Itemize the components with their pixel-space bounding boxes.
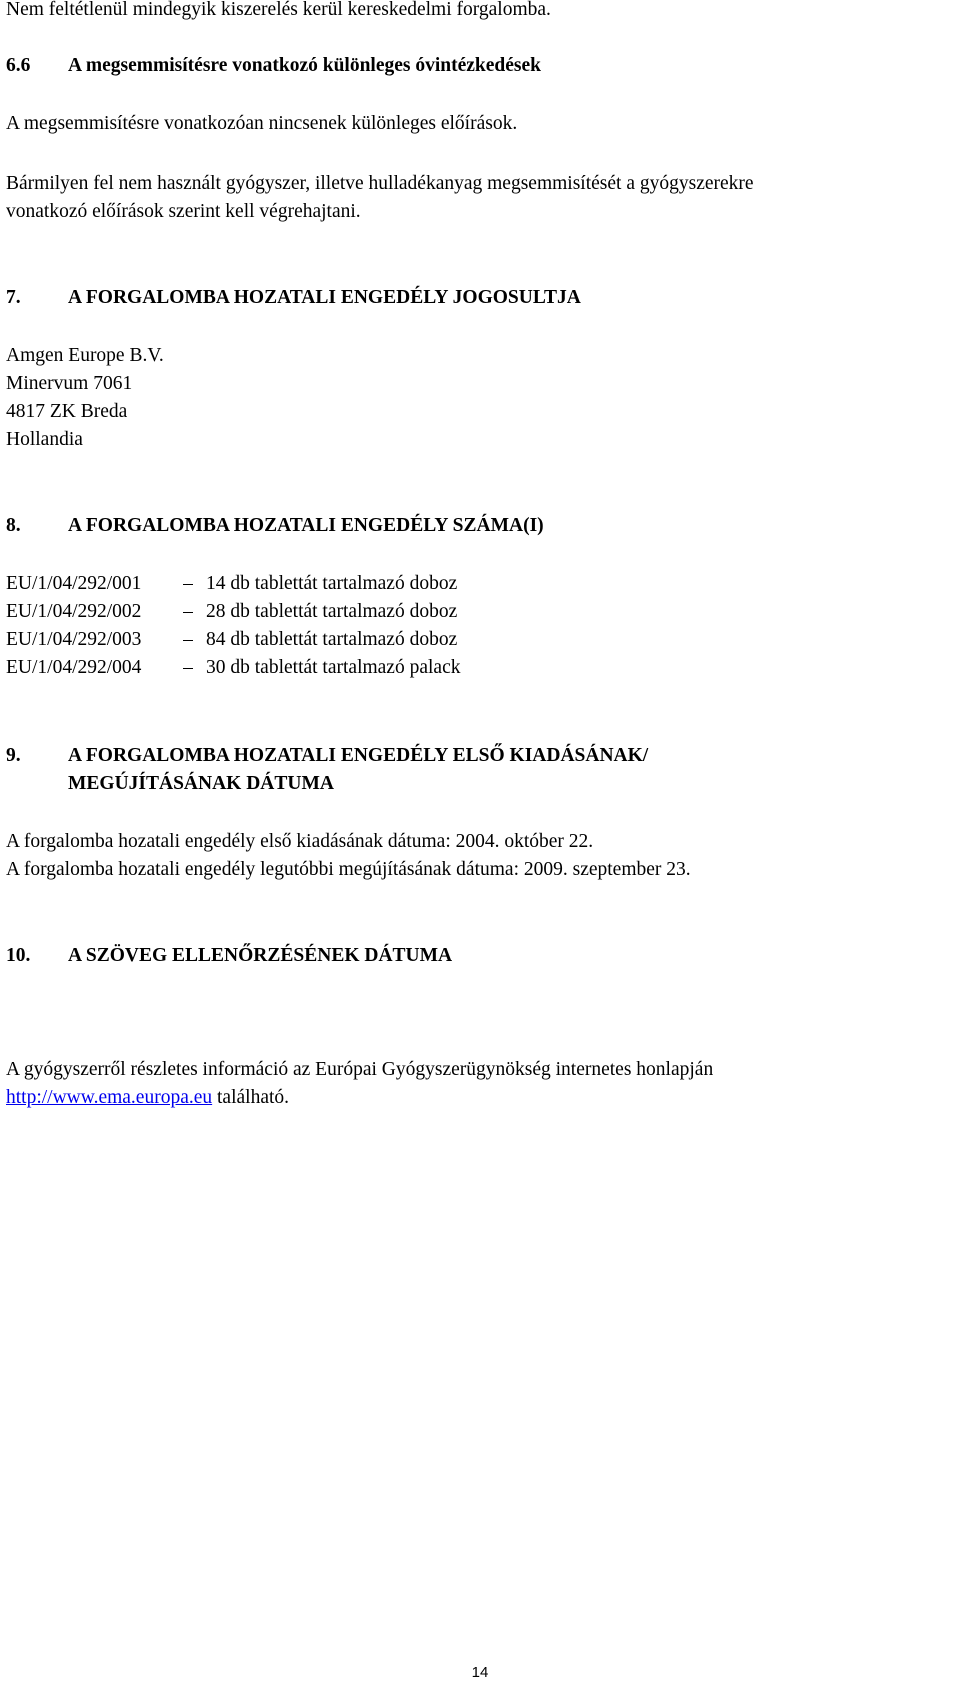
section-heading-9-line-2: MEGÚJÍTÁSÁNAK DÁTUMA xyxy=(68,773,334,794)
section-number-6-6: 6.6 xyxy=(6,55,31,76)
authorisation-row xyxy=(6,626,457,654)
paragraph-disposal-line-2: vonatkozó előírások szerint kell végrehajtani. xyxy=(6,201,361,222)
address-line: Amgen Europe B.V. xyxy=(6,345,164,366)
section-number-8: 8. xyxy=(6,515,21,536)
address-line: 4817 ZK Breda xyxy=(6,401,128,422)
authorisation-row xyxy=(6,570,457,598)
dash: – xyxy=(183,657,193,678)
section-heading-6-6: A megsemmisítésre vonatkozó különleges óvintézkedések xyxy=(68,55,542,76)
section-heading-9-line-1: A FORGALOMBA HOZATALI ENGEDÉLY ELSŐ KIADÁSÁNAK/ xyxy=(68,745,649,766)
authorisation-row xyxy=(6,598,457,626)
info-line-2 xyxy=(6,1084,289,1112)
pack-description: 14 db tablettát tartalmazó doboz xyxy=(206,573,458,594)
section-heading-8: A FORGALOMBA HOZATALI ENGEDÉLY SZÁMA(I) xyxy=(68,515,544,536)
section-heading-10: A SZÖVEG ELLENŐRZÉSÉNEK DÁTUMA xyxy=(68,945,453,966)
authorisation-code: EU/1/04/292/001 xyxy=(6,573,142,594)
address-line: Minervum 7061 xyxy=(6,373,133,394)
section-number-9: 9. xyxy=(6,745,21,766)
dash: – xyxy=(183,629,193,650)
dash: – xyxy=(183,573,193,594)
latest-renewal-date: A forgalomba hozatali engedély legutóbbi megújításának dátuma: 2009. szeptember 23. xyxy=(6,859,691,880)
info-suffix: található. xyxy=(212,1087,290,1108)
dash: – xyxy=(183,601,193,622)
pack-description: 28 db tablettát tartalmazó doboz xyxy=(206,601,458,622)
intro-note: Nem feltétlenül mindegyik kiszerelés kerül kereskedelmi forgalomba. xyxy=(6,0,551,20)
paragraph-disposal-line-1: Bármilyen fel nem használt gyógyszer, illetve hulladékanyag megsemmisítését a gyógyszerekre xyxy=(6,173,754,194)
first-authorisation-date: A forgalomba hozatali engedély első kiadásának dátuma: 2004. október 22. xyxy=(6,831,594,852)
authorisation-code: EU/1/04/292/004 xyxy=(6,657,142,678)
section-number-10: 10. xyxy=(6,945,31,966)
address-line: Hollandia xyxy=(6,429,83,450)
authorisation-row xyxy=(6,654,460,682)
section-number-7: 7. xyxy=(6,287,21,308)
paragraph-no-special-requirements: A megsemmisítésre vonatkozóan nincsenek különleges előírások. xyxy=(6,113,518,134)
authorisation-code: EU/1/04/292/002 xyxy=(6,601,142,622)
pack-description: 84 db tablettát tartalmazó doboz xyxy=(206,629,458,650)
page-number: 14 xyxy=(471,1664,489,1681)
authorisation-code: EU/1/04/292/003 xyxy=(6,629,142,650)
info-line-1: A gyógyszerről részletes információ az Európai Gyógyszerügynökség internetes honlapján xyxy=(6,1059,714,1080)
section-heading-7: A FORGALOMBA HOZATALI ENGEDÉLY JOGOSULTJA xyxy=(68,287,581,308)
pack-description: 30 db tablettát tartalmazó palack xyxy=(206,657,461,678)
ema-website-link[interactable]: http://www.ema.europa.eu xyxy=(6,1087,213,1108)
